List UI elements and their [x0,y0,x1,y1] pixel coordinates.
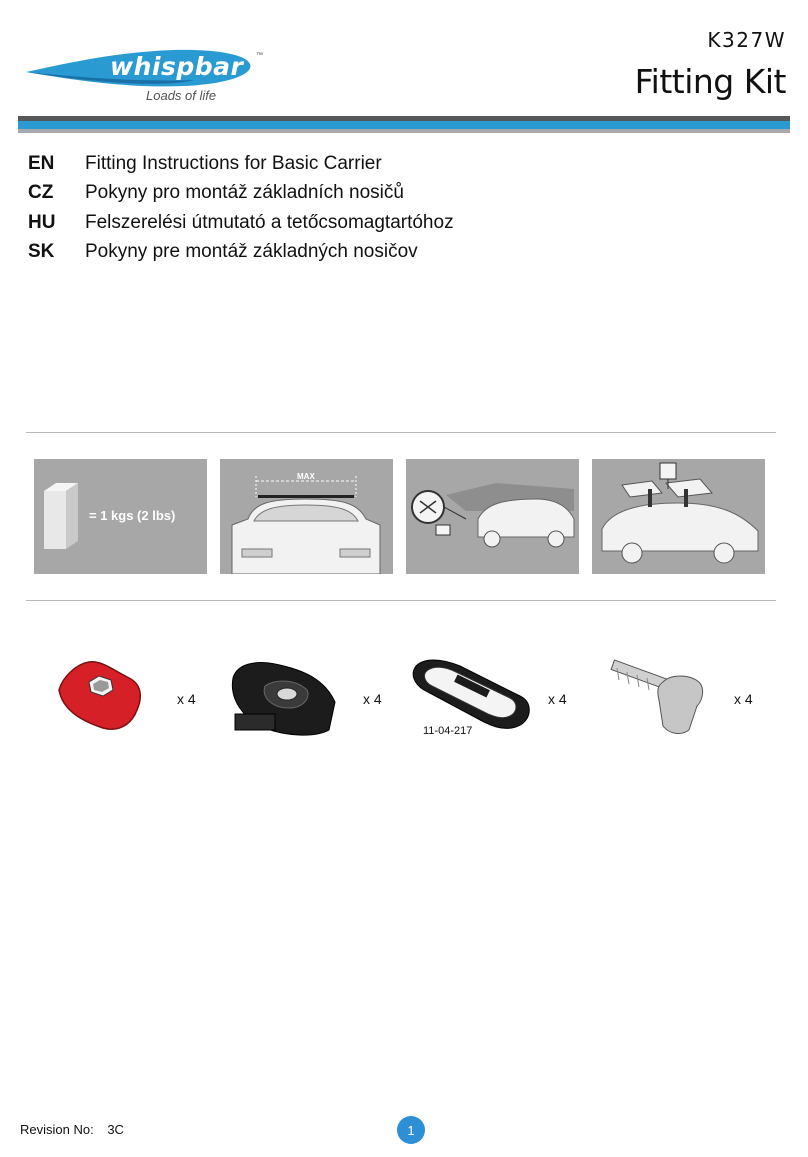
weight-panel [34,459,207,574]
weight-limit-label: = 1 kgs (2 lbs) [89,508,176,523]
language-text: Pokyny pre montáž základných nosičov [85,241,418,263]
language-text: Fitting Instructions for Basic Carrier [85,152,382,174]
language-code: SK [28,241,55,263]
language-row-en [28,149,454,179]
measure-panel [406,459,579,574]
language-row-hu [28,208,454,238]
part-qty: x 4 [734,691,753,707]
part-code: 11-04-217 [423,725,473,737]
logo-trademark: ™ [256,52,263,59]
language-code: HU [28,211,56,233]
rubber-foot-pad-icon [410,654,535,734]
logo-tagline: Loads of life [146,88,217,103]
header-divider-bar [18,116,790,133]
page-title: Fitting Kit [634,62,786,101]
logo-wordmark: whispbar [110,52,244,81]
tape-measure-car-icon [406,459,579,574]
language-list [28,149,454,267]
language-text: Felszerelési útmutató a tetőcsomagtartóhoz [85,211,454,233]
roof-load-car-icon [592,459,765,574]
whispbar-logo [24,42,263,108]
kit-code: K327W [707,28,786,52]
language-code: EN [28,152,55,174]
roof-bar-panel [220,459,393,574]
language-text: Pokyny pro montáž základních nosičů [85,182,404,204]
part-t-bolt [605,656,705,745]
revision-info [20,1122,124,1137]
language-code: CZ [28,182,54,204]
red-clamp-pad-icon [55,656,145,736]
black-foot-cover-icon [225,656,340,746]
section-divider-top [26,432,776,433]
language-row-sk [28,238,454,268]
part-foot-cover [225,656,340,751]
t-bolt-icon [605,656,705,740]
revision-value: 3C [107,1122,124,1137]
part-red-clamp [55,656,145,741]
page-number: 1 [397,1116,425,1144]
roof-load-panel [592,459,765,574]
revision-label: Revision No: [20,1122,94,1137]
part-qty: x 4 [363,691,382,707]
language-row-cz [28,179,454,209]
part-qty: x 4 [548,691,567,707]
part-qty: x 4 [177,691,196,707]
max-label: MAX [297,472,315,481]
section-divider-bottom [26,600,776,601]
